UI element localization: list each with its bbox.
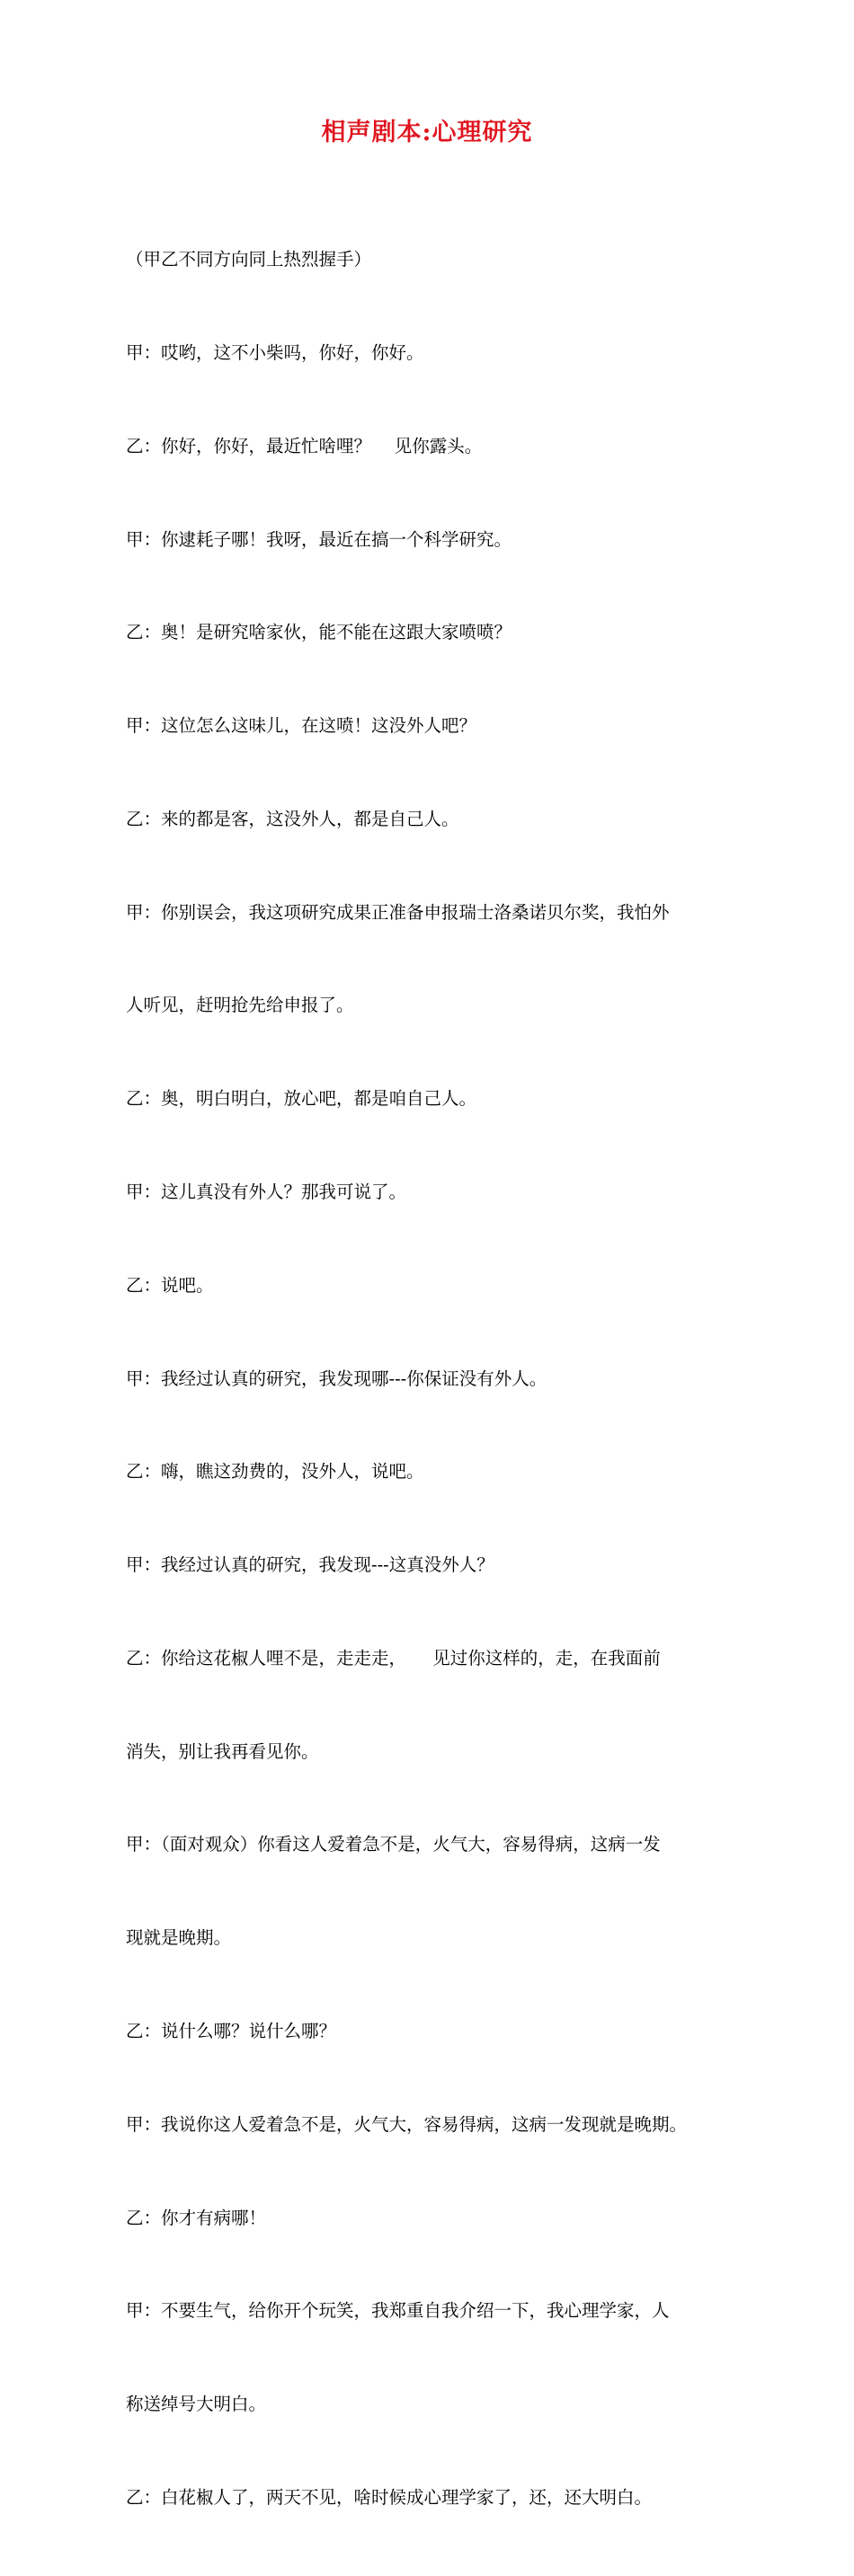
script-line: 称送绰号大明白。 (126, 2394, 267, 2415)
script-line: 甲：哎哟，这不小柴吗，你好，你好。 (126, 341, 424, 363)
script-line: 乙：嗨，瞧这劲费的，没外人，说吧。 (126, 1461, 424, 1483)
script-line: 乙：说什么哪？说什么哪？ (126, 2021, 337, 2042)
script-line: 甲：这儿真没有外人？那我可说了。 (126, 1182, 407, 1202)
script-body (126, 182, 755, 2576)
script-line: 甲：我经过认真的研究，我发现---这真没外人？ (126, 1554, 494, 1576)
script-line: 甲：我经过认真的研究，我发现哪---你保证没有外人。 (126, 1368, 547, 1389)
script-line: 乙：你才有病哪！ (126, 2207, 267, 2228)
script-line: 现就是晚期。 (126, 1927, 232, 1949)
script-line: 甲：（面对观众）你看这人爱着急不是，火气大，容易得病，这病一发 (126, 1834, 661, 1855)
script-line: 消失，别让我再看见你。 (126, 1740, 319, 1762)
document-title: 相声剧本:心理研究 (321, 119, 533, 146)
script-line: 甲：这位怎么这味儿，在这喷！这没外人吧？ (126, 715, 477, 737)
script-line: 甲：你别误会，我这项研究成果正准备申报瑞士洛桑诺贝尔奖，我怕外 (126, 901, 670, 923)
script-line: 乙：你好，你好，最近忙啥哩？ 见你露头。 (126, 435, 483, 456)
script-line: 甲：你逮耗子哪！我呀，最近在搞一个科学研究。 (126, 528, 512, 550)
script-line: 乙：奥！是研究啥家伙，能不能在这跟大家喷喷？ (126, 622, 512, 643)
script-line: 乙：来的都是客，这没外人，都是自己人。 (126, 808, 459, 829)
script-line: 乙：白花椒人了，两天不见，啥时候成心理学家了，还，还大明白。 (126, 2486, 653, 2508)
script-line: （甲乙不同方向同上热烈握手） (126, 249, 372, 270)
script-line: 乙：奥，明白明白，放心吧，都是咱自己人。 (126, 1088, 477, 1110)
script-line: 人听见，赶明抢先给申报了。 (126, 995, 354, 1016)
script-line: 乙：你给这花椒人哩不是，走走走， 见过你这样的，走，在我面前 (126, 1647, 661, 1669)
script-line: 甲：不要生气，给你开个玩笑，我郑重自我介绍一下，我心理学家，人 (126, 2300, 670, 2322)
script-line: 乙：说吧。 (126, 1274, 214, 1296)
script-line: 甲：我说你这人爱着急不是，火气大，容易得病，这病一发现就是晚期。 (126, 2113, 688, 2135)
